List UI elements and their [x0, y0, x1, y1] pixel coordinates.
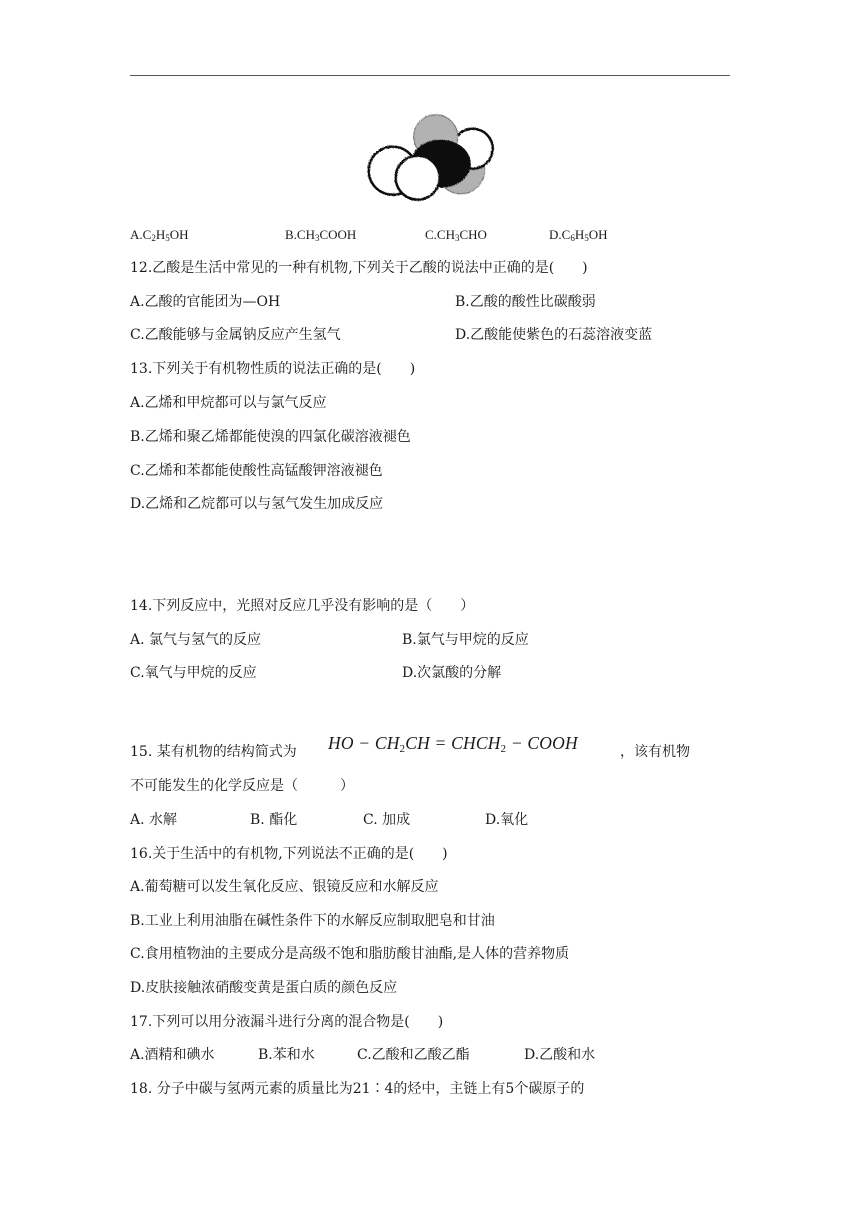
- molecule-model-image: [362, 108, 502, 213]
- q15-stem-line2: 不可能发生的化学反应是（ ）: [130, 778, 354, 794]
- q11-option-b: $B.CH_3COOH$: [285, 227, 357, 243]
- q18-stem: 18. 分子中碳与氢两元素的质量比为21∶4的烃中，主链上有5个碳原子的: [130, 1081, 585, 1097]
- q12-option-b: B.乙酸的酸性比碳酸弱: [455, 294, 596, 310]
- q15-option-a: A. 水解: [130, 812, 178, 828]
- q15-option-c: C. 加成: [363, 812, 411, 828]
- q12-option-a: A.乙酸的官能团为—OH: [130, 294, 281, 310]
- q12-stem: 12.乙酸是生活中常见的一种有机物,下列关于乙酸的说法中正确的是( ): [130, 260, 588, 276]
- q13-stem: 13.下列关于有机物性质的说法正确的是( ): [130, 361, 416, 377]
- q13-option-b: B.乙烯和聚乙烯都能使溴的四氯化碳溶液褪色: [130, 429, 411, 445]
- q16-option-a: A.葡萄糖可以发生氧化反应、银镜反应和水解反应: [130, 879, 439, 895]
- q17-option-c: C.乙酸和乙酸乙酯: [357, 1047, 470, 1063]
- q12-option-c: C.乙酸能够与金属钠反应产生氢气: [130, 327, 341, 343]
- q14-option-a: A. 氯气与氢气的反应: [130, 632, 262, 648]
- q16-option-d: D.皮肤接触浓硝酸变黄是蛋白质的颜色反应: [130, 980, 398, 996]
- q17-option-d: D.乙酸和水: [524, 1047, 596, 1063]
- q15-option-d: D.氧化: [485, 812, 529, 828]
- q11-option-a: $A.C_2H_5OH$: [130, 227, 189, 243]
- q13-option-c: C.乙烯和苯都能使酸性高锰酸钾溶液褪色: [130, 463, 383, 479]
- q11-option-d: $D.C_6H_5OH$: [549, 227, 608, 243]
- q15-structural-formula: HO − $CH_2CH$ = $CHCH_2$ − COOH: [328, 733, 578, 755]
- q14-option-c: C.氧气与甲烷的反应: [130, 665, 257, 681]
- q17-option-a: A.酒精和碘水: [130, 1047, 215, 1063]
- q14-option-b: B.氯气与甲烷的反应: [402, 632, 529, 648]
- q13-option-a: A.乙烯和甲烷都可以与氯气反应: [130, 395, 327, 411]
- q16-stem: 16.关于生活中的有机物,下列说法不正确的是( ): [130, 846, 448, 862]
- q15-stem: 15. 某有机物的结构简式为: [130, 744, 297, 760]
- q11-option-c: $C.CH_3CHO$: [425, 227, 487, 243]
- q12-option-d: D.乙酸能使紫色的石蕊溶液变蓝: [455, 327, 653, 343]
- q14-stem: 14.下列反应中，光照对反应几乎没有影响的是（ ）: [130, 598, 475, 614]
- q15-option-b: B. 酯化: [250, 812, 298, 828]
- q15-stem-continued: ，该有机物: [620, 744, 690, 760]
- q17-stem: 17.下列可以用分液漏斗进行分离的混合物是( ): [130, 1014, 444, 1030]
- q16-option-b: B.工业上利用油脂在碱性条件下的水解反应制取肥皂和甘油: [130, 913, 495, 929]
- q16-option-c: C.食用植物油的主要成分是高级不饱和脂肪酸甘油酯,是人体的营养物质: [130, 946, 570, 962]
- header-rule: [130, 75, 730, 76]
- q14-option-d: D.次氯酸的分解: [402, 665, 502, 681]
- q13-option-d: D.乙烯和乙烷都可以与氢气发生加成反应: [130, 496, 384, 512]
- q17-option-b: B.苯和水: [258, 1047, 315, 1063]
